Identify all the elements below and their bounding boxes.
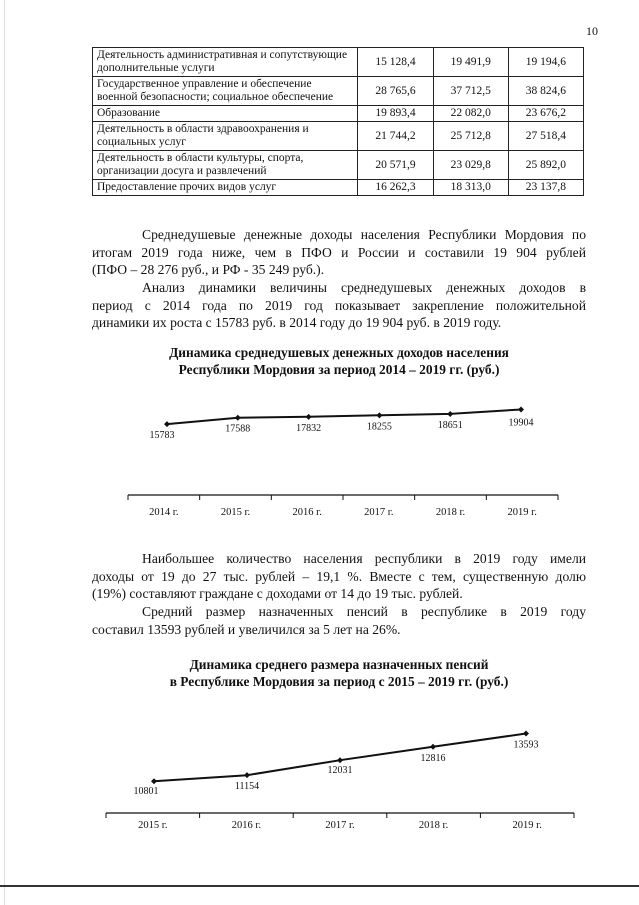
data-label: 19904 <box>508 417 534 429</box>
page-bottom-edge <box>0 885 639 887</box>
pension-line-chart <box>0 700 639 840</box>
data-point <box>376 412 382 418</box>
table-cell-activity: Образование <box>93 106 358 122</box>
table-cell-2017: 16 262,3 <box>358 180 433 196</box>
table-cell-activity: Предоставление прочих видов услуг <box>93 180 358 196</box>
paragraph-income-comparison <box>92 226 586 279</box>
table-cell-2019: 27 518,4 <box>508 122 583 151</box>
x-tick-label: 2014 г. <box>149 507 179 518</box>
data-label: 11154 <box>234 781 260 793</box>
text-line: доходы от 19 до 27 тыс. рублей – 19,1 %. Вместе с тем, существенную долю <box>92 568 586 584</box>
paragraph-income-groups <box>92 550 586 603</box>
table-cell-2018: 23 029,8 <box>433 151 508 180</box>
x-tick-label: 2017 г. <box>325 820 355 831</box>
table-row <box>93 106 584 122</box>
table-cell-2017: 28 765,6 <box>358 77 433 106</box>
table-cell-2019: 38 824,6 <box>508 77 583 106</box>
x-tick-label: 2015 г. <box>220 507 251 518</box>
data-point <box>235 415 241 421</box>
x-tick-label: 2018 г. <box>418 820 449 831</box>
text-line: Среднедушевые денежные доходы населения Республики Мордовия по <box>142 227 586 242</box>
series-line <box>167 410 521 425</box>
table-cell-2018: 22 082,0 <box>433 106 508 122</box>
text-line: итогам 2019 года ниже, чем в ПФО и России и составили 19 904 рублей <box>92 244 586 260</box>
income-line-chart <box>0 385 639 530</box>
page-number: 10 <box>586 24 598 38</box>
table-cell-2017: 15 128,4 <box>358 48 433 77</box>
data-label: 12031 <box>327 765 353 777</box>
data-label: 12816 <box>420 752 446 764</box>
text-line: период с 2014 года по 2019 год показывает закрепление положительной <box>92 297 586 313</box>
x-tick-label: 2017 г. <box>364 507 394 518</box>
text-line: динамики их роста с 15783 руб. в 2014 году до 19 904 руб. в 2019 году. <box>92 315 502 330</box>
data-point <box>337 757 343 763</box>
table-cell-2019: 19 194,6 <box>508 48 583 77</box>
table-cell-activity: Деятельность в области здравоохранения и социальных услуг <box>93 122 358 151</box>
text-line: составил 13593 рублей и увеличился за 5 лет на 26%. <box>92 621 401 637</box>
data-point <box>244 772 250 778</box>
paragraph-income-dynamics <box>92 279 586 332</box>
data-point <box>151 778 157 784</box>
data-label: 17832 <box>296 422 322 434</box>
table-cell-2018: 18 313,0 <box>433 180 508 196</box>
text-line: (19%) составляют граждане с доходами от 14 до 19 тыс. рублей. <box>92 586 463 601</box>
table-cell-2017: 19 893,4 <box>358 106 433 122</box>
data-point <box>164 421 170 427</box>
data-label: 15783 <box>149 430 175 442</box>
x-tick-label: 2019 г. <box>507 507 537 518</box>
text-line: Средний размер назначенных пенсий в республике в 2019 году <box>142 604 586 619</box>
table-cell-activity: Деятельность административная и сопутствующие дополнительные услуги <box>93 48 358 77</box>
chart-title-line: Республики Мордовия за период 2014 – 2019 гг. (руб.) <box>178 362 500 377</box>
data-point <box>518 407 524 413</box>
x-tick-label: 2016 г. <box>231 820 262 831</box>
table-row <box>93 151 584 180</box>
table-row <box>93 180 584 196</box>
table-row <box>93 122 584 151</box>
data-point <box>523 731 529 737</box>
chart-1-title <box>92 344 586 378</box>
table-cell-2019: 23 137,8 <box>508 180 583 196</box>
table-cell-activity: Деятельность в области культуры, спорта, организации досуга и развлечений <box>93 151 358 180</box>
data-label: 13593 <box>513 739 539 751</box>
table-cell-2019: 23 676,2 <box>508 106 583 122</box>
table-cell-activity: Государственное управление и обеспечение военной безопасности; социальное обеспечение <box>93 77 358 106</box>
paragraph-pensions <box>92 603 586 638</box>
table-cell-2019: 25 892,0 <box>508 151 583 180</box>
data-point <box>430 744 436 750</box>
data-point <box>306 414 312 420</box>
text-line: Анализ динамики величины среднедушевых денежных доходов в <box>142 280 586 295</box>
table-cell-2018: 37 712,5 <box>433 77 508 106</box>
data-label: 18651 <box>437 419 463 431</box>
x-tick-label: 2018 г. <box>435 507 466 518</box>
data-label: 17588 <box>225 423 251 435</box>
table-row <box>93 48 584 77</box>
data-point <box>447 411 453 417</box>
table-cell-2018: 25 712,8 <box>433 122 508 151</box>
chart-title-line: Динамика среднедушевых денежных доходов населения <box>169 345 509 360</box>
wages-table <box>92 47 584 196</box>
data-label: 10801 <box>133 786 159 798</box>
x-tick-label: 2019 г. <box>512 820 542 831</box>
table-cell-2017: 21 744,2 <box>358 122 433 151</box>
data-label: 18255 <box>366 421 392 433</box>
chart-title-line: Динамика среднего размера назначенных пенсий <box>189 657 489 672</box>
table-cell-2018: 19 491,9 <box>433 48 508 77</box>
text-line: (ПФО – 28 276 руб., и РФ - 35 249 руб.). <box>92 262 325 277</box>
table-cell-2017: 20 571,9 <box>358 151 433 180</box>
x-tick-label: 2015 г. <box>138 820 168 831</box>
chart-2-title <box>92 656 586 690</box>
x-tick-label: 2016 г. <box>292 507 322 518</box>
table-row <box>93 77 584 106</box>
text-line: Наибольшее количество населения республики в 2019 году имели <box>142 551 586 566</box>
chart-title-line: в Республике Мордовия за период с 2015 – 2019 гг. (руб.) <box>169 674 509 689</box>
